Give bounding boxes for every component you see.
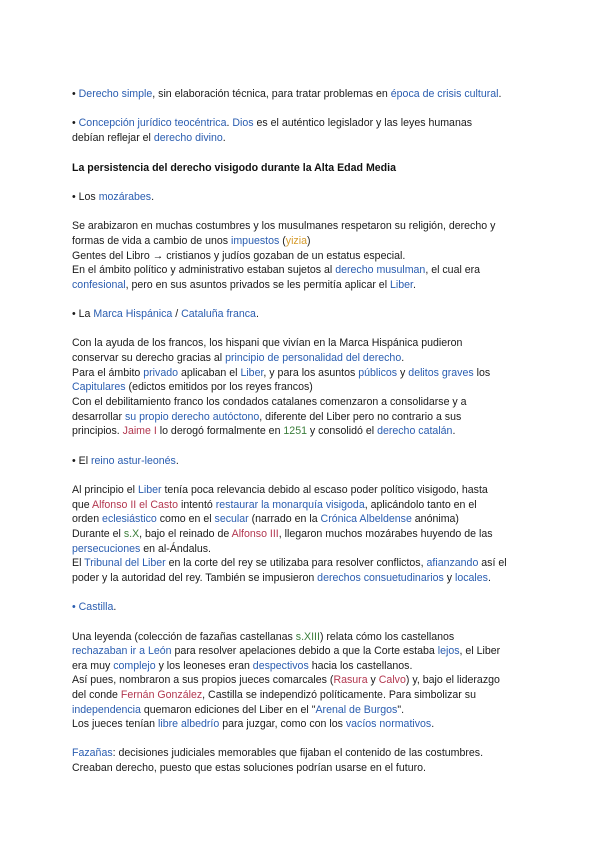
text-line bbox=[72, 512, 459, 526]
text-line bbox=[72, 688, 476, 702]
text-segment: , el cual era bbox=[425, 264, 481, 276]
text-segment: ( bbox=[279, 235, 286, 247]
highlighted-term: s.X bbox=[123, 528, 140, 540]
text-segment: ". bbox=[397, 704, 405, 716]
highlighted-term: Crónica Albeldense bbox=[320, 513, 412, 525]
highlighted-term: Marca Hispánica bbox=[93, 308, 173, 320]
highlighted-term: vacíos normativos bbox=[345, 718, 432, 730]
text-segment: tenía poca relevancia debido al escaso poder político visigodo, hasta bbox=[161, 484, 488, 496]
text-segment: en al-Ándalus. bbox=[140, 543, 211, 555]
text-segment: . bbox=[487, 572, 491, 584]
highlighted-term: rechazaban ir a León bbox=[72, 645, 172, 657]
highlighted-term: Cataluña franca bbox=[181, 308, 256, 320]
text-segment: , el Liber bbox=[459, 645, 501, 657]
highlighted-term: públicos bbox=[358, 367, 398, 379]
text-segment: Para el ámbito bbox=[72, 367, 144, 379]
highlighted-term: complejo bbox=[113, 660, 156, 672]
text-line bbox=[72, 116, 472, 130]
highlighted-term: derecho musulman bbox=[335, 264, 426, 276]
highlighted-term: restaurar la monarquía visigoda bbox=[215, 499, 365, 511]
highlighted-term: Arenal de Burgos bbox=[315, 704, 398, 716]
text-segment: . bbox=[412, 279, 416, 291]
highlighted-term: su propio derecho autóctono bbox=[125, 411, 260, 423]
highlighted-term: s.XIII bbox=[295, 631, 320, 643]
highlighted-term: principio de personalidad del derecho bbox=[225, 352, 402, 364]
text-segment: quemaron ediciones del Liber en el " bbox=[140, 704, 316, 716]
text-line bbox=[72, 307, 259, 321]
text-segment: , y para los asuntos bbox=[263, 367, 359, 379]
text-segment: . bbox=[226, 117, 233, 129]
highlighted-term: Alfonso II el Casto bbox=[92, 499, 179, 511]
text-line bbox=[72, 219, 495, 233]
text-segment: y los leoneses eran bbox=[155, 660, 253, 672]
text-segment: La persistencia del derecho visigodo durante la Alta Edad Media bbox=[72, 162, 396, 174]
text-segment: es el auténtico legislador y las leyes humanas bbox=[253, 117, 473, 129]
highlighted-term: Liber bbox=[390, 279, 413, 291]
text-line bbox=[72, 600, 116, 614]
highlighted-term: Liber bbox=[137, 484, 162, 496]
text-line bbox=[72, 644, 500, 658]
text-line bbox=[72, 351, 404, 365]
text-segment: y bbox=[367, 674, 379, 686]
text-segment: para resolver apelaciones debido a que la Corte estaba bbox=[171, 645, 438, 657]
text-line bbox=[72, 410, 461, 424]
text-line bbox=[72, 761, 426, 775]
text-line bbox=[72, 278, 416, 292]
text-segment: ) bbox=[306, 235, 311, 247]
text-line bbox=[72, 87, 501, 101]
text-segment: , sin elaboración técnica, para tratar problemas en bbox=[152, 88, 391, 100]
highlighted-term: Fazañas bbox=[72, 747, 113, 759]
text-segment: ) y, bajo el liderazgo bbox=[405, 674, 500, 686]
text-segment: (edictos emitidos por los reyes francos) bbox=[125, 381, 313, 393]
text-segment: y bbox=[443, 572, 455, 584]
text-segment: , pero en sus asuntos privados se les permitía aplicar el bbox=[125, 279, 390, 291]
text-line bbox=[72, 131, 226, 145]
highlighted-term: época de crisis cultural bbox=[390, 88, 499, 100]
text-line bbox=[72, 630, 454, 644]
highlighted-term: yizia bbox=[285, 235, 307, 247]
text-line bbox=[72, 366, 490, 380]
text-segment: Durante el bbox=[72, 528, 124, 540]
text-segment: en la corte del rey se utilizaba para resolver conflictos, bbox=[165, 557, 427, 569]
text-segment: y bbox=[397, 367, 409, 379]
text-segment: Así pues, nombraron a sus propios jueces comarcales ( bbox=[72, 674, 334, 686]
highlighted-term: independencia bbox=[72, 704, 141, 716]
text-line bbox=[72, 717, 434, 731]
text-line bbox=[72, 190, 154, 204]
text-line bbox=[72, 542, 211, 556]
text-segment: debían reflejar el bbox=[72, 132, 154, 144]
text-segment: (narrado en la bbox=[248, 513, 321, 525]
text-line bbox=[72, 673, 500, 687]
highlighted-term: delitos graves bbox=[408, 367, 474, 379]
text-segment: • Los bbox=[72, 191, 99, 203]
text-line bbox=[72, 454, 179, 468]
highlighted-term: mozárabes bbox=[98, 191, 152, 203]
highlighted-term: Tribunal del Liber bbox=[84, 557, 166, 569]
text-segment: aplicaban el bbox=[178, 367, 241, 379]
text-segment: que bbox=[72, 499, 93, 511]
text-line bbox=[72, 234, 311, 248]
highlighted-term: Calvo bbox=[378, 674, 406, 686]
text-line bbox=[72, 395, 467, 409]
highlighted-term: 1251 bbox=[283, 425, 307, 437]
text-line bbox=[72, 527, 493, 541]
highlighted-term: confesional bbox=[72, 279, 126, 291]
text-segment: Los jueces tenían bbox=[72, 718, 158, 730]
text-line bbox=[72, 424, 455, 438]
text-segment: hacia los castellanos. bbox=[308, 660, 413, 672]
section-heading bbox=[72, 161, 396, 175]
highlighted-term: derecho catalán bbox=[377, 425, 453, 437]
text-segment: • bbox=[72, 88, 79, 100]
text-segment: Con el debilitamiento franco los condados catalanes comenzaron a consolidarse y a bbox=[72, 396, 467, 408]
text-segment: desarrollar bbox=[72, 411, 125, 423]
text-segment: era muy bbox=[72, 660, 114, 672]
text-segment: Gentes del Libro → cristianos y judíos gozaban de un estatus especial. bbox=[72, 250, 406, 262]
text-segment: , bajo el reinado de bbox=[139, 528, 232, 540]
text-segment: Una leyenda (colección de fazañas castellanas bbox=[72, 631, 296, 643]
text-segment: lo derogó formalmente en bbox=[156, 425, 284, 437]
text-segment: • bbox=[72, 117, 79, 129]
highlighted-term: Derecho simple bbox=[78, 88, 153, 100]
text-segment: . bbox=[255, 308, 259, 320]
text-segment: , Castilla se independizó políticamente. Para simbolizar su bbox=[202, 689, 476, 701]
text-line bbox=[72, 380, 313, 394]
text-segment: . bbox=[222, 132, 226, 144]
highlighted-term: Concepción jurídico teocéntrica bbox=[78, 117, 227, 129]
text-line bbox=[72, 571, 491, 585]
highlighted-term: Capitulares bbox=[72, 381, 126, 393]
text-segment: : decisiones judiciales memorables que fijaban el contenido de las costumbres. bbox=[112, 747, 484, 759]
highlighted-term: eclesiástico bbox=[102, 513, 157, 525]
text-segment: . bbox=[151, 191, 155, 203]
text-segment: • El bbox=[72, 455, 92, 467]
highlighted-term: lejos bbox=[437, 645, 460, 657]
text-segment: orden bbox=[72, 513, 103, 525]
text-segment: formas de vida a cambio de unos bbox=[72, 235, 231, 247]
text-line bbox=[72, 746, 483, 760]
text-segment: , aplicándolo tanto en el bbox=[364, 499, 477, 511]
text-segment: Creaban derecho, puesto que estas soluciones podrían usarse en el futuro. bbox=[72, 762, 426, 774]
highlighted-term: persecuciones bbox=[72, 543, 141, 555]
highlighted-term: locales bbox=[454, 572, 488, 584]
text-segment: El bbox=[72, 557, 85, 569]
text-segment: principios. bbox=[72, 425, 123, 437]
highlighted-term: Jaime I bbox=[122, 425, 157, 437]
highlighted-term: impuestos bbox=[231, 235, 280, 247]
text-segment: , diferente del Liber pero no contrario a sus bbox=[259, 411, 462, 423]
highlighted-term: derechos consuetudinarios bbox=[317, 572, 444, 584]
text-segment: . bbox=[113, 601, 117, 613]
text-segment: conservar su derecho gracias al bbox=[72, 352, 226, 364]
highlighted-term: afianzando bbox=[426, 557, 479, 569]
highlighted-term: Fernán González bbox=[120, 689, 203, 701]
text-segment: poder y la autoridad del rey. También se impusieron bbox=[72, 572, 318, 584]
text-segment: Con la ayuda de los francos, los hispani que vivían en la Marca Hispánica pudieron bbox=[72, 337, 463, 349]
text-segment: . bbox=[175, 455, 179, 467]
highlighted-term: Rasura bbox=[333, 674, 368, 686]
highlighted-term: Liber bbox=[240, 367, 264, 379]
text-segment: intentó bbox=[178, 499, 216, 511]
highlighted-term: despectivos bbox=[252, 660, 309, 672]
text-segment: Se arabizaron en muchas costumbres y los musulmanes respetaron su religión, derecho y bbox=[72, 220, 496, 232]
text-line bbox=[72, 263, 480, 277]
highlighted-term: • bbox=[72, 601, 79, 613]
text-segment: / bbox=[172, 308, 182, 320]
text-segment: los bbox=[473, 367, 491, 379]
text-segment: . bbox=[401, 352, 405, 364]
text-segment: ) relata cómo los castellanos bbox=[319, 631, 455, 643]
text-line bbox=[72, 498, 477, 512]
text-segment: . bbox=[452, 425, 456, 437]
text-line bbox=[72, 249, 405, 263]
text-line bbox=[72, 483, 488, 497]
text-line bbox=[72, 556, 507, 570]
text-segment: del conde bbox=[72, 689, 121, 701]
text-segment: • La bbox=[72, 308, 94, 320]
highlighted-term: Alfonso III bbox=[231, 528, 279, 540]
highlighted-term: derecho divino bbox=[153, 132, 223, 144]
text-segment: . bbox=[498, 88, 502, 100]
text-segment: para juzgar, como con los bbox=[219, 718, 346, 730]
text-segment: En el ámbito político y administrativo estaban sujetos al bbox=[72, 264, 336, 276]
highlighted-term: secular bbox=[214, 513, 249, 525]
highlighted-term: privado bbox=[143, 367, 178, 379]
text-segment: como en el bbox=[156, 513, 215, 525]
text-line bbox=[72, 703, 404, 717]
text-segment: anónima) bbox=[411, 513, 459, 525]
text-segment: Al principio el bbox=[72, 484, 138, 496]
text-segment: . bbox=[431, 718, 435, 730]
text-segment: , llegaron muchos mozárabes huyendo de las bbox=[278, 528, 493, 540]
text-segment: así el bbox=[478, 557, 507, 569]
highlighted-term: libre albedrío bbox=[158, 718, 220, 730]
text-segment: y consolidó el bbox=[306, 425, 378, 437]
text-line bbox=[72, 336, 462, 350]
text-line bbox=[72, 659, 412, 673]
highlighted-term: Dios bbox=[232, 117, 254, 129]
highlighted-term: Castilla bbox=[78, 601, 114, 613]
highlighted-term: reino astur-leonés bbox=[91, 455, 176, 467]
